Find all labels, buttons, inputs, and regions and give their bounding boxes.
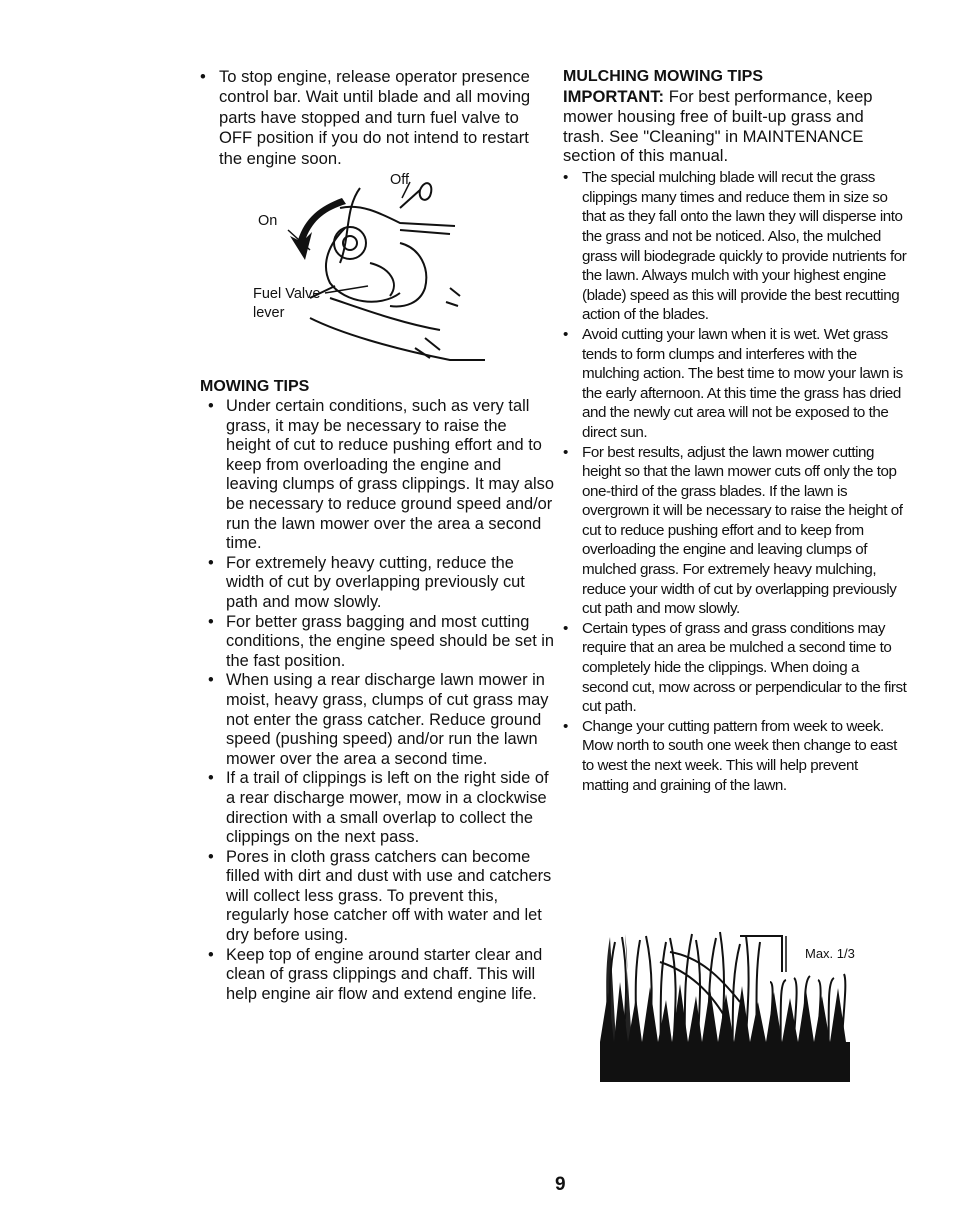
list-item: • Pores in cloth grass catchers can become filled with dirt and dust with use and catchers will collect less grass. To prevent this, regularly hose catcher off with water and let dry before using. bbox=[200, 848, 555, 946]
mowing-tips-heading: MOWING TIPS bbox=[200, 378, 310, 396]
list-item: • The special mulching blade will recut the grass clippings many times and reduce them in size so that as they fall onto the lawn they will disperse into the grass and not be noticed. Also, the mulched grass will biodegrade quickly to provide nutrients for the lawn. Always mulch with your highest engine (blade) speed as this will provide the best recutting action of the blades. bbox=[563, 168, 908, 325]
list-item: • For best results, adjust the lawn mower cutting height so that the lawn mower cuts off only the top one-third of the grass blades. If the lawn is overgrown it will be necessary to raise the height of cut to reduce pushing effort and to keep from overloading the engine and leaving clumps of mulched grass. For extremely heavy mulching, reduce your width of cut by overlapping previously cut path and mow slowly. bbox=[563, 443, 908, 619]
stop-engine-item: • To stop engine, release operator presence control bar. Wait until blade and all moving parts have stopped and turn fuel valve to OFF position if you do not intend to restart the engine soon. bbox=[200, 67, 555, 169]
list-item: • If a trail of clippings is left on the right side of a rear discharge mower, mow in a clockwise direction with a small overlap to collect the clippings on the next pass. bbox=[200, 769, 555, 847]
list-item: • For extremely heavy cutting, reduce the width of cut by overlapping previously cut path and mow slowly. bbox=[200, 554, 555, 613]
fuel-valve-label: Fuel Valve bbox=[253, 286, 321, 302]
lever-label: lever bbox=[253, 305, 285, 321]
max-third-label: Max. 1/3 bbox=[805, 946, 855, 961]
mowing-tips-list bbox=[200, 397, 555, 1004]
important-text: For best performance, keep mower housing free of built-up grass and trash. See "Cleaning" in MAINTENANCE section of this manual. bbox=[563, 87, 873, 166]
fuel-valve-illustration bbox=[250, 168, 490, 378]
list-item: • For better grass bagging and most cutting conditions, the engine speed should be set in the fast position. bbox=[200, 613, 555, 672]
grass-height-figure bbox=[600, 922, 880, 1082]
stop-engine-list bbox=[200, 67, 555, 169]
important-note bbox=[563, 87, 908, 166]
off-label: Off bbox=[390, 172, 410, 188]
important-label: IMPORTANT: bbox=[563, 87, 665, 106]
list-item: • When using a rear discharge lawn mower in moist, heavy grass, clumps of cut grass may not enter the grass catcher. Reduce ground speed (pushing speed) and/or run the lawn mower over the area a second time. bbox=[200, 671, 555, 769]
mulching-tips-list bbox=[563, 168, 908, 795]
on-label: On bbox=[258, 213, 278, 229]
fuel-valve-figure bbox=[250, 168, 490, 378]
page-number: 9 bbox=[555, 1174, 566, 1195]
right-column bbox=[563, 67, 908, 795]
list-item: • Keep top of engine around starter clear and clean of grass clippings and chaff. This will help engine air flow and extend engine life. bbox=[200, 946, 555, 1005]
list-item: • Under certain conditions, such as very tall grass, it may be necessary to raise the height of cut to reduce pushing effort and to keep from overloading the engine and leaving clumps of grass clippings. It may also be necessary to reduce ground speed and/or run the lawn mower over the area a second time. bbox=[200, 397, 555, 554]
mulching-tips-heading: MULCHING MOWING TIPS bbox=[563, 68, 763, 85]
list-item: • Certain types of grass and grass conditions may require that an area be mulched a second time to completely hide the clippings. When doing a second cut, mow across or perpendicular to the first cut path. bbox=[563, 619, 908, 717]
list-item: • Avoid cutting your lawn when it is wet. Wet grass tends to form clumps and interferes with the mulching action. The best time to mow your lawn is the early afternoon. At this time the grass has dried and the newly cut area will not be exposed to the direct sun. bbox=[563, 325, 908, 443]
list-item: • Change your cutting pattern from week to week. Mow north to south one week then change to east to west the next week. This will help prevent matting and graining of the lawn. bbox=[563, 717, 908, 795]
